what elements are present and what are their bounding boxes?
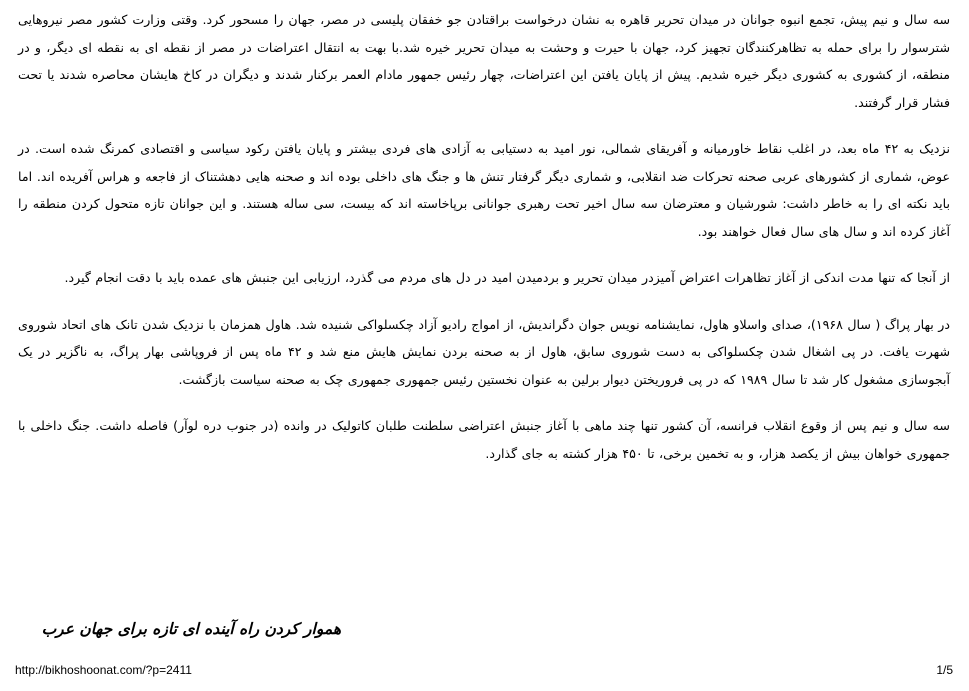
article-paragraph-4: در بهار پراگ ( سال ۱۹۶۸)، صدای واسلاو هاول، نمایشنامه نویس جوان دگراندیش، از امواج رادیو آزاد چکسلواکی شنیده شد. هاول همزمان با نزدیک شدن تانک های اتحاد شوروی شهرت یافت. در پی اشغال شدن چکسلواکی به دست شوروی سابق، هاول از به صحنه بردن نمایش هایش منع شد و ۴۲ ماه پس از فروپاشی بهار پراگ، به ناگزیر در یک آبجوسازی مشغول کار شد تا سال ۱۹۸۹ که در پی فروریختن دیوار برلین به عنوان نخستین رئیس جمهوری جمهوری چک به صحنه سیاست بازگشت. (18, 316, 951, 387)
article-paragraph-1: سه سال و نیم پیش، تجمع انبوه جوانان در میدان تحریر قاهره به نشان درخواست براقتادن جو خفقان پلیسی در مصر، جهان را مسحور کرد. وقتی وزارت کشور مصر نیروهایی شترسوار را برای حمله به تظاهرکنندگان تجهیز کرد، جهان با حیرت و وحشت به میدان تحریر خیره شد.با بهت به انتقال اعتراضات در مصر از نقطه ای به نقطه ای دیگر، و در منطقه، از کشوری به کشوری دیگر خیره شدیم. پیش از پایان یافتن این اعتراضات، چهار رئیس جمهور مادام العمر برکنار شدند و دیگران در کاخ هایشان محاصره شدند یا تحت فشار قرار گرفتند. (18, 12, 950, 110)
article-paragraph-2: نزدیک به ۴۲ ماه بعد، در اغلب نقاط خاورمیانه و آفریقای شمالی، نور امید به دستیابی به آزادی های فردی بیشتر و پایان یافتن رکود سیاسی و اقتصادی کمرنگ شده است. در عوض، شماری از کشورهای عربی صحنه تحرکات ضد انقلابی، و شماری دیگر گرفتار تنش ها و جنگ های داخلی بوده اند و صحنه هایی دهشتناک از فاجعه و هراس آفریده اند. اما باید نکته ای را به خاطر داشت: شورشیان و معترضان سه سال اخیر تحت رهبری جوانانی برپاخاسته اند که بیست، سی ساله هستند. و این جوانان تازه متحول کردن منطقه را آغاز کرده اند و سال های سال فعال خواهند بود. (18, 141, 950, 239)
section-heading: هموار کردن راه آینده ای تازه برای جهان عرب (41, 619, 341, 638)
article-paragraph-3: از آنجا که تنها مدت اندکی از آغاز تظاهرات اعتراض آمیزدر میدان تحریر و بردمیدن امید در دل های مردم می گذرد، ارزیابی این جنبش های عمده باید با دقت انجام گیرد. (64, 270, 950, 285)
article-body (18, 6, 950, 486)
page-number: 1/5 (936, 663, 953, 677)
article-paragraph-5: سه سال و نیم پس از وقوع انقلاب فرانسه، آن کشور تنها چند ماهی با آغاز جنبش اعتراضی سلطنت طلبان کاتولیک در وانده (در جنوب دره لوآر) فاصله داشت. جنگ داخلی با جمهوری خواهان بیش از یکصد هزار، و به تخمین برخی، تا ۴۵۰ هزار کشته به جای گذارد. (18, 418, 950, 461)
footer-url-link[interactable]: http://bikhoshoonat.com/?p=2411 (15, 663, 192, 677)
